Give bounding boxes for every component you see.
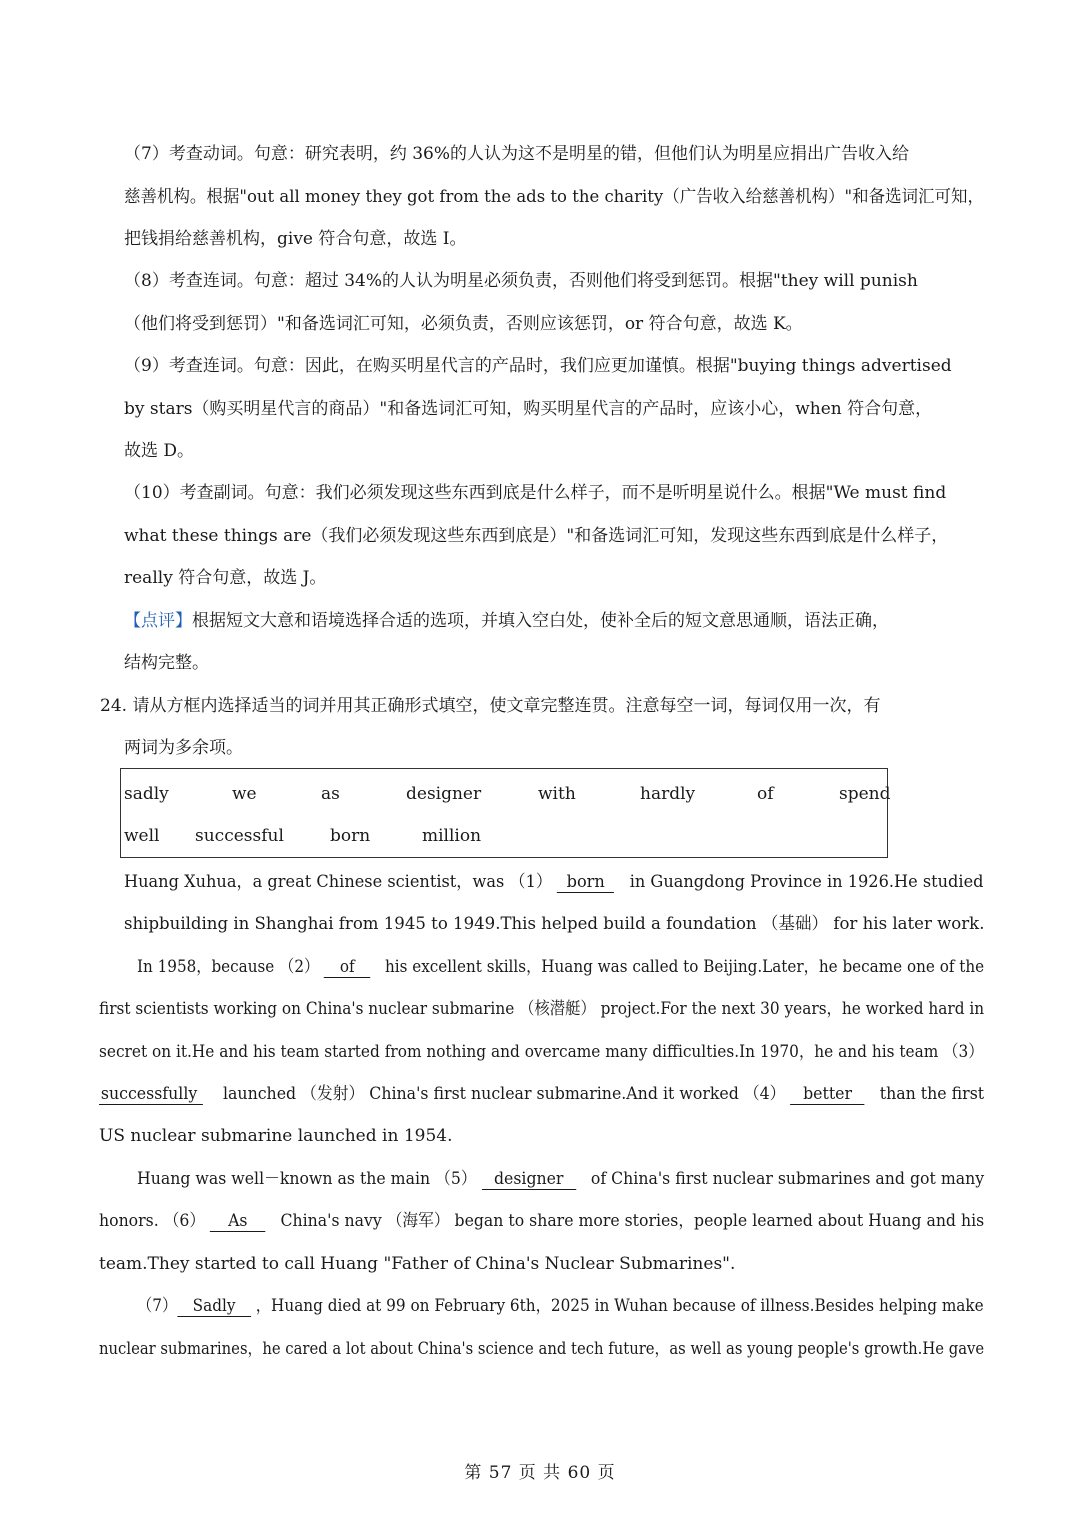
dianping-text: 根据短文大意和语境选择合适的选项，并填入空白处，使补全后的短文意思通顺，语法正确， xyxy=(192,611,889,631)
passage-p2-line3: secret on it.He and his team started from nothing and overcame many difficulties.In 1970，he and his team （3） xyxy=(99,1042,984,1062)
word-box-item: spend xyxy=(839,784,891,804)
q24-instruction-line1 xyxy=(100,694,880,718)
analysis-q10-line3: really 符合句意，故选 J。 xyxy=(124,568,327,588)
word-box-item: as xyxy=(321,784,340,804)
answer-blank-6: As xyxy=(210,1211,265,1232)
dianping-label: 【点评】 xyxy=(124,611,192,631)
answer-blank-4: better xyxy=(790,1084,864,1105)
dianping-line1 xyxy=(124,609,889,633)
passage-p4-line2: nuclear submarines，he cared a lot about China's science and tech future，as well as young people's growth.He gave xyxy=(99,1339,985,1359)
answer-blank-7: Sadly xyxy=(177,1296,251,1317)
word-box-item: born xyxy=(330,826,371,846)
passage-p2-line5: US nuclear submarine launched in 1954. xyxy=(99,1126,453,1146)
passage-p2-line4: successfully launched （发射） China's first nuclear submarine.And it worked （4） better than the first xyxy=(100,1084,985,1104)
passage-p2-line1: In 1958，because （2） of his excellent skills，Huang was called to Beijing.Later，he became one of the xyxy=(137,957,985,977)
analysis-q9-line2: by stars（购买明星代言的商品）"和备选词汇可知，购买明星代言的产品时，应该小心，when 符合句意， xyxy=(124,399,933,419)
word-box-item: successful xyxy=(195,826,284,846)
analysis-q10-line1: （10）考查副词。句意：我们必须发现这些东西到底是什么样子，而不是听明星说什么。根据"We must find xyxy=(124,483,947,503)
word-box-item: we xyxy=(232,784,257,804)
word-box-item: sadly xyxy=(124,784,169,804)
word-box-item: million xyxy=(422,826,482,846)
analysis-q7-line3: 把钱捐给慈善机构，give 符合句意，故选 I。 xyxy=(124,229,467,249)
passage-p3-line3: team.They started to call Huang "Father of China's Nuclear Submarines". xyxy=(99,1254,736,1274)
analysis-q7-line2: 慈善机构。根据"out all money they got from the ads to the charity（广告收入给慈善机构）"和备选词汇可知， xyxy=(124,187,984,207)
word-box-item: designer xyxy=(406,784,482,804)
answer-blank-1: born xyxy=(557,872,614,893)
word-box-item: well xyxy=(124,826,160,846)
word-box-item: hardly xyxy=(640,784,696,804)
passage-p3-line1: Huang was well－known as the main （5） designer of China's first nuclear submarines and got many xyxy=(137,1169,985,1189)
passage-p1-line2: shipbuilding in Shanghai from 1945 to 1949.This helped build a foundation （基础） for his later work. xyxy=(124,914,985,934)
answer-blank-5: designer xyxy=(482,1169,576,1190)
analysis-q10-line2: what these things are（我们必须发现这些东西到底是）"和备选词汇可知，发现这些东西到底是什么样子， xyxy=(124,526,949,546)
passage-p4-line1: （7） Sadly ，Huang died at 99 on February 6th，2025 in Wuhan because of illness.Besides helping make xyxy=(137,1296,984,1316)
word-box-item: of xyxy=(757,784,774,804)
analysis-q7-line1: （7）考查动词。句意：研究表明，约 36%的人认为这不是明星的错，但他们认为明星应捐出广告收入给 xyxy=(124,144,910,164)
answer-blank-3: successfully xyxy=(99,1084,203,1105)
q24-instruction-text: 请从方框内选择适当的词并用其正确形式填空，使文章完整连贯。注意每空一词，每词仅用一次，有 xyxy=(132,696,881,716)
passage-p2-line2: first scientists working on China's nuclear submarine （核潜艇） project.For the next 30 years，he worked hard in xyxy=(99,999,985,1019)
passage-p3-line2: honors. （6） As China's navy （海军） began to share more stories，people learned about Huang and his xyxy=(99,1211,985,1231)
q24-number: 24. xyxy=(100,696,128,716)
analysis-q9-line3: 故选 D。 xyxy=(124,441,195,461)
analysis-q8-line2: （他们将受到惩罚）"和备选词汇可知，必须负责，否则应该惩罚，or 符合句意，故选 K。 xyxy=(124,314,803,334)
passage-p1-line1: Huang Xuhua，a great Chinese scientist，was （1） born in Guangdong Province in 1926.He studied xyxy=(124,872,984,892)
dianping-line2: 结构完整。 xyxy=(124,653,209,673)
analysis-q8-line1: （8）考查连词。句意：超过 34%的人认为明星必须负责，否则他们将受到惩罚。根据"they will punish xyxy=(124,271,918,291)
q24-instruction-line2: 两词为多余项。 xyxy=(124,738,243,758)
word-box xyxy=(120,768,891,858)
answer-blank-2: of xyxy=(324,957,370,978)
analysis-q9-line1: （9）考查连词。句意：因此，在购买明星代言的产品时，我们应更加谨慎。根据"buying things advertised xyxy=(124,356,952,376)
word-box-item: with xyxy=(538,784,576,804)
page-footer: 第 57 页 共 60 页 xyxy=(464,1463,616,1483)
